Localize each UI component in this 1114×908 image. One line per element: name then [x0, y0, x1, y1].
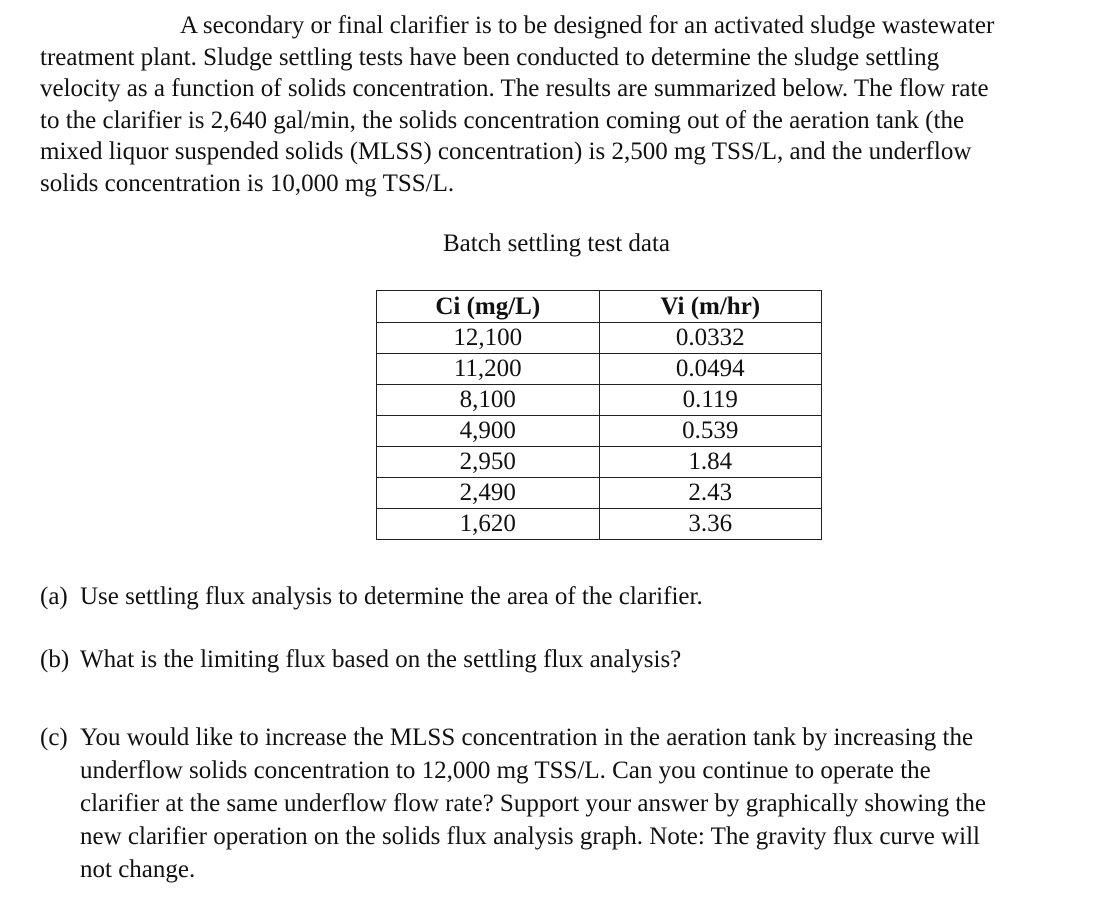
table-header-row	[377, 291, 822, 323]
question-c-text-line: new clarifier operation on the solids flux analysis graph. Note: The gravity flux curve will	[80, 823, 980, 850]
concentration-cell: 1,620	[377, 509, 600, 540]
table-row	[377, 447, 822, 478]
problem-statement	[40, 10, 1090, 199]
intro-line: mixed liquor suspended solids (MLSS) concentration) is 2,500 mg TSS/L, and the underflow	[40, 138, 972, 165]
question-c-text-line: clarifier at the same underflow flow rate? Support your answer by graphically showing the	[80, 790, 986, 817]
concentration-cell: 2,490	[377, 478, 600, 509]
velocity-cell: 1.84	[599, 447, 822, 478]
concentration-cell: 2,950	[377, 447, 600, 478]
velocity-cell: 0.119	[599, 385, 822, 416]
question-a-label: (a)	[40, 583, 68, 610]
velocity-cell: 0.0494	[599, 354, 822, 385]
table-row	[377, 509, 822, 540]
velocity-cell: 3.36	[599, 509, 822, 540]
question-a	[40, 580, 703, 613]
question-a-text: Use settling flux analysis to determine the area of the clarifier.	[80, 583, 703, 610]
concentration-cell: 12,100	[377, 323, 600, 354]
table-row	[377, 323, 822, 354]
velocity-cell: 0.539	[599, 416, 822, 447]
settling-test-table	[376, 290, 822, 540]
question-b-text: What is the limiting flux based on the settling flux analysis?	[80, 646, 682, 673]
table-row	[377, 478, 822, 509]
concentration-cell: 11,200	[377, 354, 600, 385]
question-c-text-line: underflow solids concentration to 12,000 mg TSS/L. Can you continue to operate the	[80, 757, 931, 784]
question-b-label: (b)	[40, 646, 70, 673]
table-row	[377, 416, 822, 447]
table-caption: Batch settling test data	[443, 230, 671, 257]
question-b	[40, 643, 681, 676]
velocity-cell: 0.0332	[599, 323, 822, 354]
concentration-cell: 8,100	[377, 385, 600, 416]
column-header-concentration: Ci (mg/L)	[377, 291, 600, 323]
intro-line: treatment plant. Sludge settling tests have been conducted to determine the sludge settling	[40, 43, 940, 71]
question-c	[40, 721, 1090, 886]
question-c-text-line: not change.	[80, 856, 196, 883]
intro-line: velocity as a function of solids concentration. The results are summarized below. The flow rate	[40, 75, 989, 102]
intro-line: solids concentration is 10,000 mg TSS/L.	[40, 169, 455, 197]
velocity-cell: 2.43	[599, 478, 822, 509]
column-header-velocity: Vi (m/hr)	[599, 291, 822, 323]
concentration-cell: 4,900	[377, 416, 600, 447]
question-c-text-line: You would like to increase the MLSS concentration in the aeration tank by increasing the	[80, 724, 974, 751]
table-row	[377, 354, 822, 385]
intro-line: A secondary or final clarifier is to be designed for an activated sludge wastewater	[180, 12, 995, 39]
table-row	[377, 385, 822, 416]
intro-line: to the clarifier is 2,640 gal/min, the solids concentration coming out of the aeration tank (the	[40, 106, 965, 134]
question-c-label: (c)	[40, 724, 68, 751]
